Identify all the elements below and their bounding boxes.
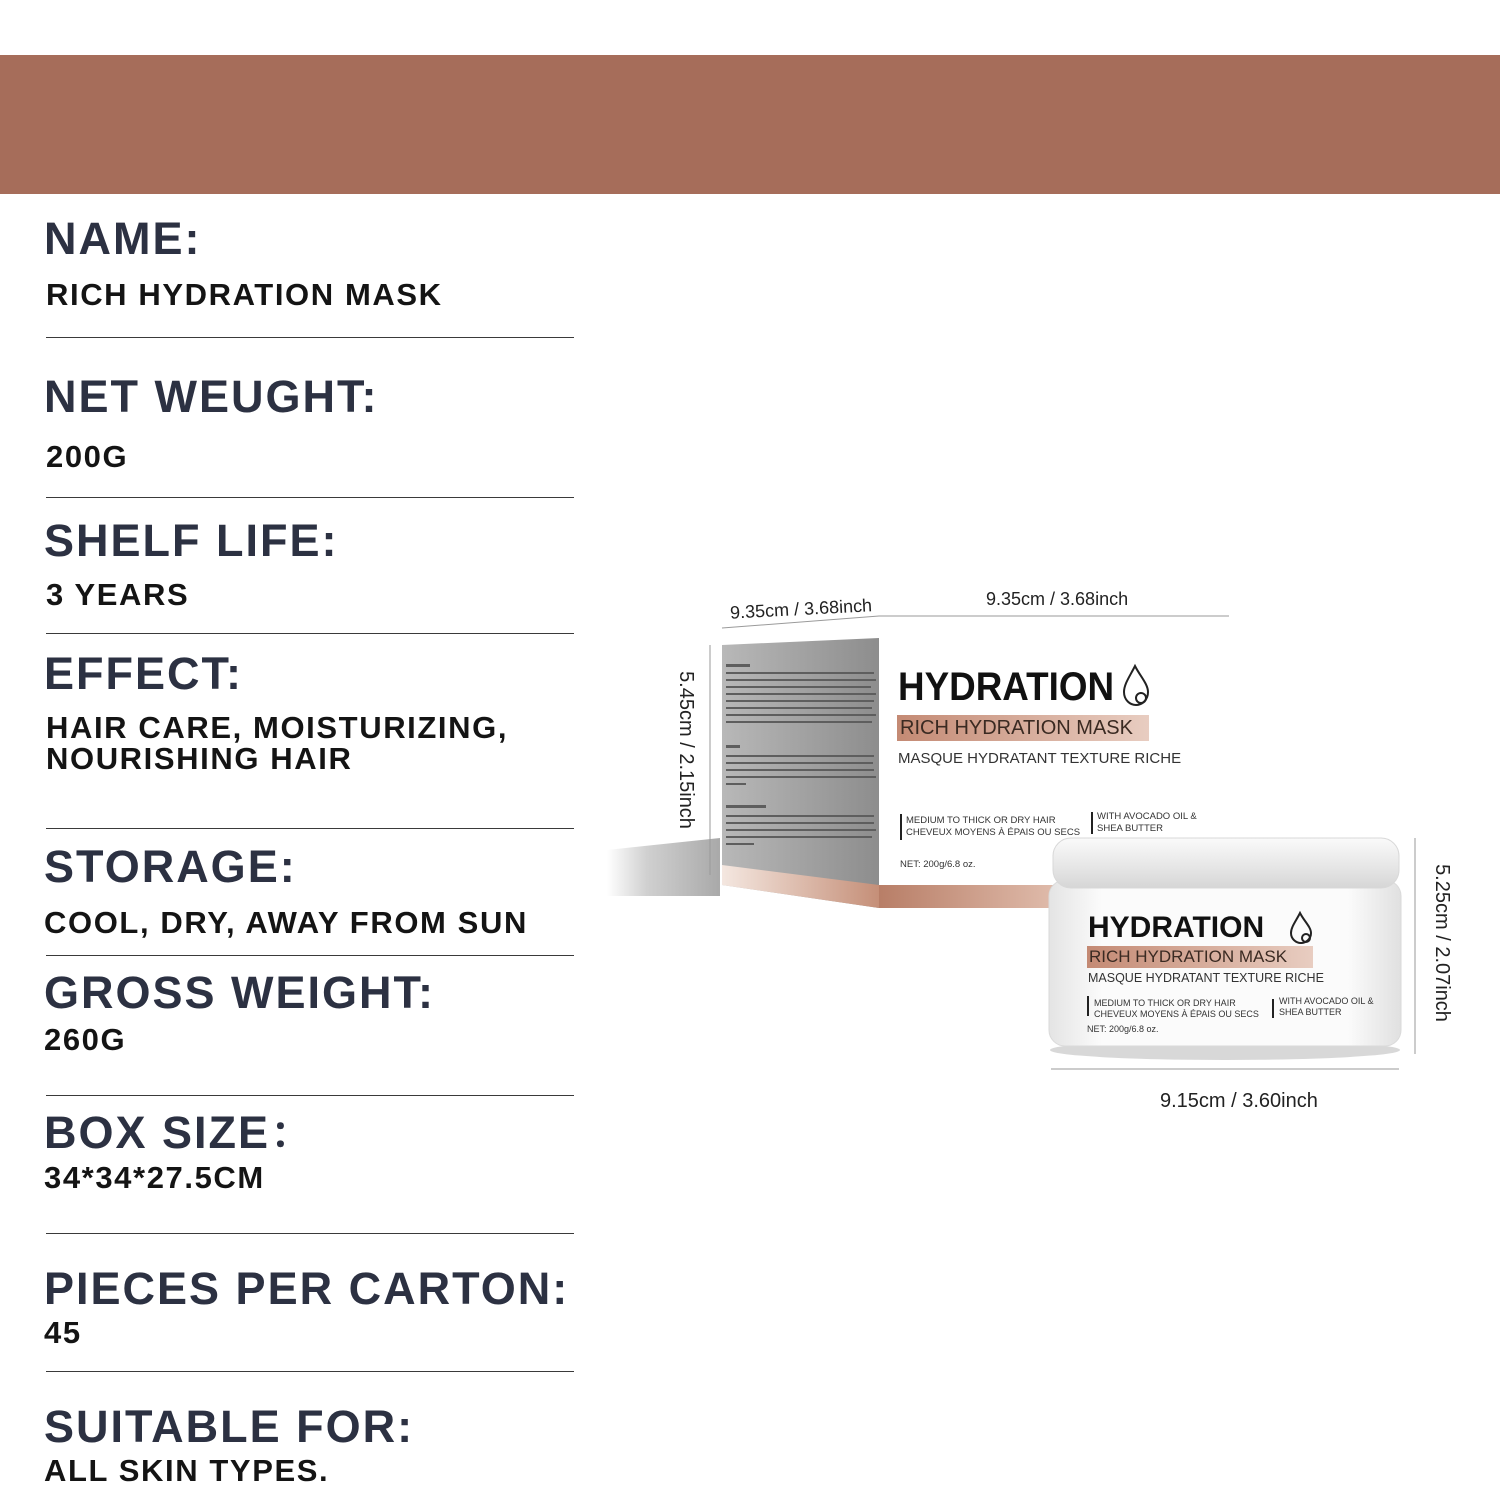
spec-name-value: RICH HYDRATION MASK — [46, 277, 443, 312]
jar-oil-line1: WITH AVOCADO OIL & — [1279, 996, 1374, 1006]
spec-shelf-life-value: 3 YEARS — [46, 577, 190, 612]
spec-effect-value-line1: HAIR CARE, MOISTURIZING, — [46, 710, 509, 745]
spec-pieces-per-carton-value: 45 — [44, 1315, 82, 1350]
jar-width-dim: 9.15cm / 3.60inch — [1160, 1090, 1318, 1112]
jar-height-dim: 5.25cm / 2.07inch — [1431, 864, 1453, 1022]
spec-effect-value-line2: NOURISHING HAIR — [46, 741, 353, 776]
box-subtitle: MASQUE HYDRATANT TEXTURE RICHE — [898, 750, 1182, 767]
box-height-dim: 5.45cm / 2.15inch — [675, 671, 697, 829]
spec-pieces-per-carton-label: PIECES PER CARTON: — [44, 1263, 570, 1314]
spec-gross-weight-label: GROSS WEIGHT: — [44, 967, 436, 1018]
box-shadow — [607, 838, 720, 896]
spec-suitable-for-label: SUITABLE FOR: — [44, 1401, 415, 1452]
box-hair-line1: MEDIUM TO THICK OR DRY HAIR — [906, 815, 1056, 826]
jar-hair-line2: CHEVEUX MOYENS À ÉPAIS OU SECS — [1094, 1009, 1259, 1020]
spec-box-size-label: BOX SIZE： — [44, 1107, 318, 1158]
spec-storage-label: STORAGE: — [44, 841, 297, 892]
spec-suitable-for-value: ALL SKIN TYPES. — [44, 1453, 330, 1488]
box-hair-line2: CHEVEUX MOYENS À ÉPAIS OU SECS — [906, 826, 1081, 838]
box-hair-type — [906, 815, 1080, 839]
box-product-name: RICH HYDRATION MASK — [900, 717, 1133, 739]
jar-lid — [1053, 838, 1399, 888]
spec-name-label: NAME: — [44, 213, 202, 264]
box-depth-dim: 9.35cm / 3.68inch — [729, 595, 873, 623]
divider — [900, 814, 902, 840]
jar-net-weight: NET: 200g/6.8 oz. — [1087, 1024, 1159, 1034]
spec-net-weight-label: NET WEUGHT: — [44, 371, 379, 422]
spec-shelf-life-label: SHELF LIFE: — [44, 515, 339, 566]
jar-hair-line1: MEDIUM TO THICK OR DRY HAIR — [1094, 998, 1236, 1008]
jar-product-name: RICH HYDRATION MASK — [1089, 947, 1288, 966]
divider — [1091, 812, 1093, 834]
box-side-face — [722, 638, 879, 908]
box-ingredient-note — [1097, 811, 1197, 835]
jar-oil-line2: SHEA BUTTER — [1279, 1007, 1342, 1018]
spec-net-weight-value: 200G — [46, 439, 129, 474]
jar-subtitle: MASQUE HYDRATANT TEXTURE RICHE — [1088, 971, 1324, 985]
box-oil-line1: WITH AVOCADO OIL & — [1097, 811, 1197, 822]
jar-hair-type — [1094, 998, 1259, 1021]
divider — [1087, 996, 1089, 1016]
spec-box-size-value: 34*34*27.5CM — [44, 1160, 265, 1195]
divider — [1272, 999, 1274, 1018]
jar-brand: HYDRATION — [1088, 911, 1265, 944]
spec-gross-weight-value: 260G — [44, 1022, 127, 1057]
jar-ingredient-note — [1279, 996, 1374, 1019]
box-oil-line2: SHEA BUTTER — [1097, 822, 1163, 834]
box-net-weight: NET: 200g/6.8 oz. — [900, 859, 976, 870]
spec-storage-value: COOL, DRY, AWAY FROM SUN — [44, 905, 528, 940]
box-width-dim: 9.35cm / 3.68inch — [986, 589, 1129, 609]
spec-effect-label: EFFECT: — [44, 648, 243, 699]
box-brand: HYDRATION — [898, 665, 1115, 709]
